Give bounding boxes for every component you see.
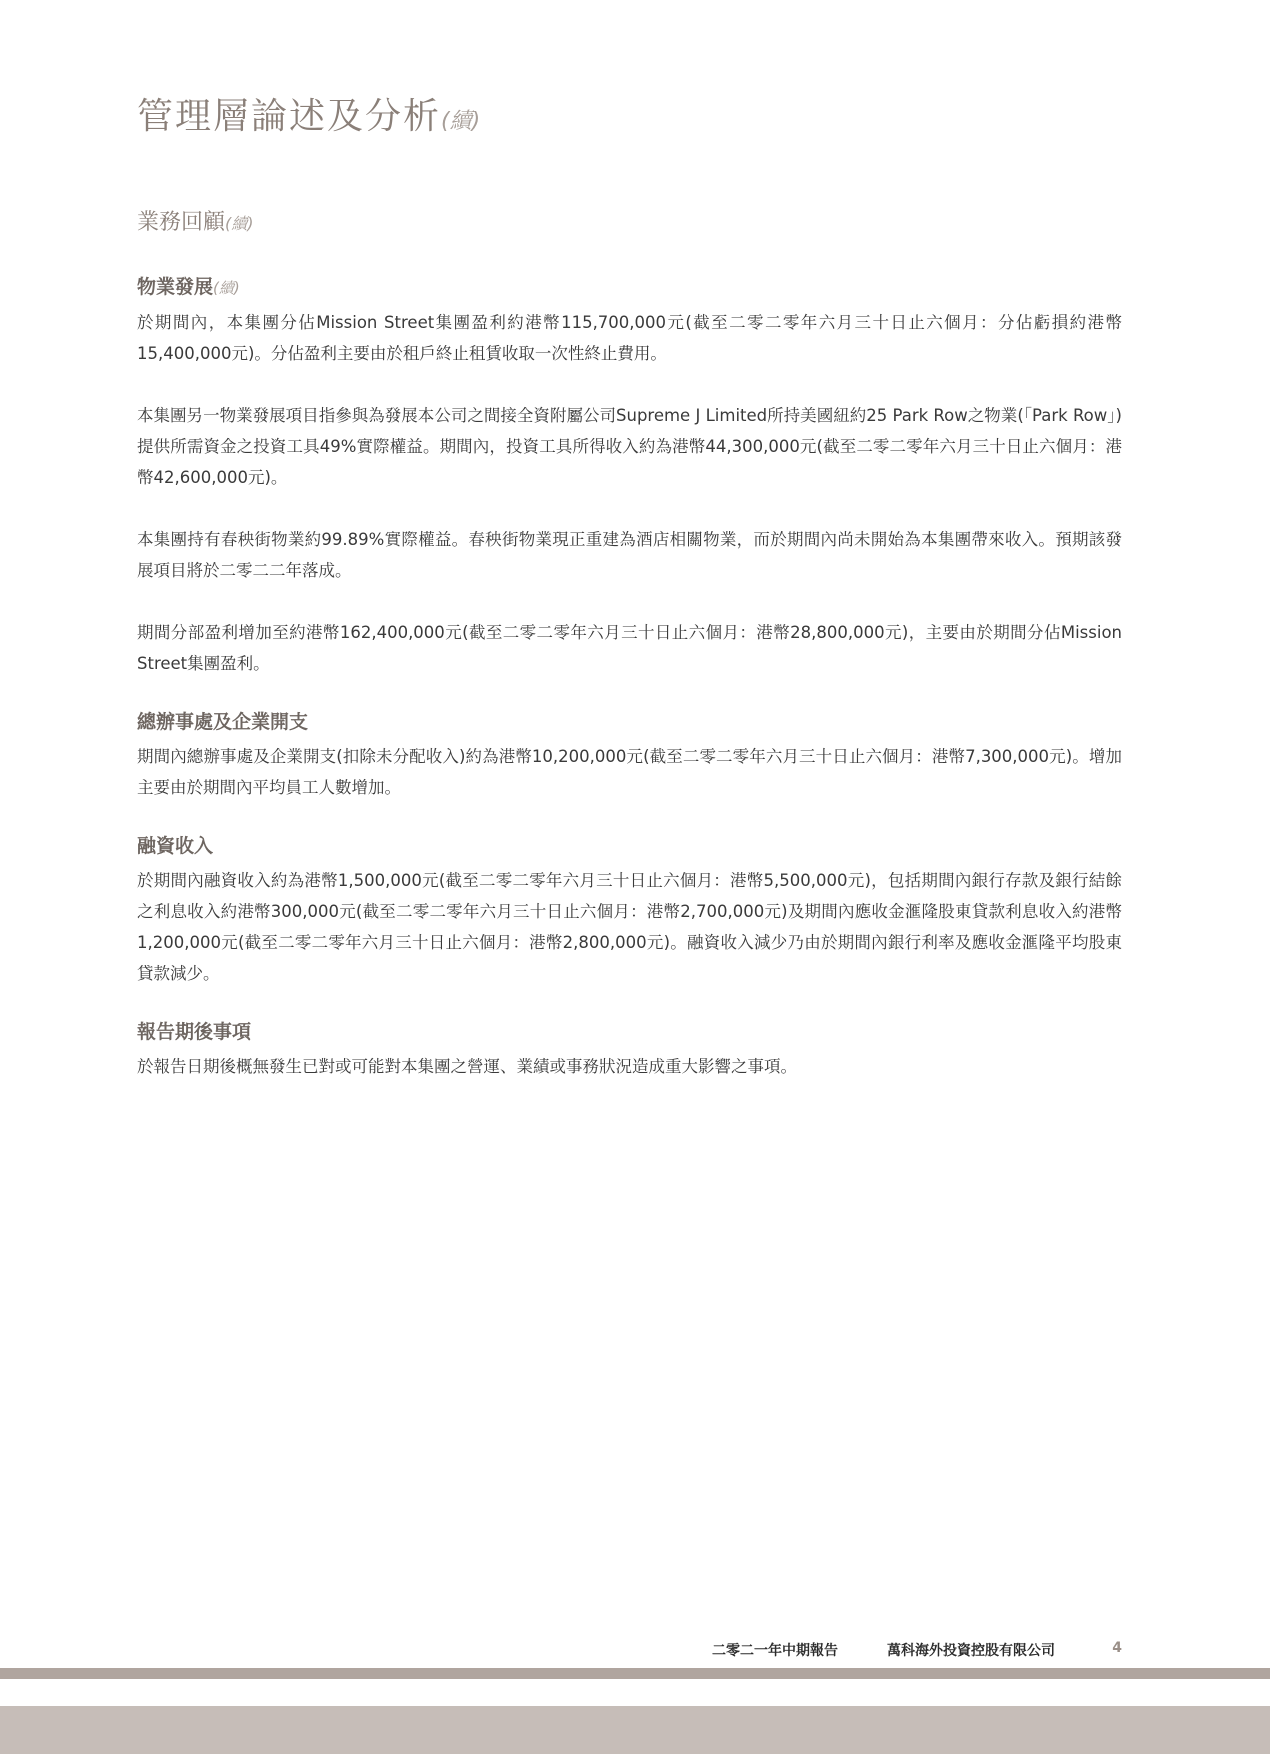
property-development-heading-continued: (續)	[213, 279, 240, 297]
footer-company-name: 萬科海外投資控股有限公司	[887, 1643, 1055, 1659]
footer-band-light	[0, 1706, 1270, 1754]
footer-page-number: 4	[1112, 1640, 1122, 1656]
section-title-text: 業務回顧	[137, 210, 226, 235]
page-title-continued: (續)	[441, 109, 481, 134]
page-title	[137, 88, 480, 139]
main-content	[137, 274, 1122, 1082]
property-development-paragraph-2: 本集團另一物業發展項目指參與為發展本公司之間接全資附屬公司Supreme J Limited所持美國紐約25 Park Row之物業(「Park Row」)提供所需資金之投資工具49%實際權益。期間內，投資工具所得收入約為港幣44,300,000元(截至二零二零年六月三十日止六個月：港幣42,600,000元)。	[137, 406, 1122, 487]
footer-report-name: 二零二一年中期報告	[712, 1643, 838, 1659]
finance-income-heading: 融資收入	[137, 835, 214, 857]
page-title-text: 管理層論述及分析	[137, 96, 442, 137]
section-title-continued: (續)	[225, 214, 254, 233]
property-development-heading-text: 物業發展	[137, 276, 214, 298]
finance-income-paragraph: 於期間內融資收入約為港幣1,500,000元(截至二零二零年六月三十日止六個月：港幣5,500,000元)，包括期間內銀行存款及銀行結餘之利息收入約港幣300,000元(截至二零二零年六月三十日止六個月：港幣2,700,000元)及期間內應收金滙隆股東貸款利息收入約港幣1,200,000元(截至二零二零年六月三十日止六個月：港幣2,800,000元)。融資收入減少乃由於期間內銀行利率及應收金滙隆平均股東貸款減少。	[137, 871, 1122, 983]
property-development-paragraph-4: 期間分部盈利增加至約港幣162,400,000元(截至二零二零年六月三十日止六個月：港幣28,800,000元)，主要由於期間分佔Mission Street集團盈利。	[137, 623, 1122, 673]
page-footer	[0, 1640, 1270, 1662]
subsequent-events-paragraph: 於報告日期後概無發生已對或可能對本集團之營運、業績或事務狀況造成重大影響之事項。	[137, 1057, 797, 1076]
footer-band-dark	[0, 1668, 1270, 1679]
head-office-paragraph: 期間內總辦事處及企業開支(扣除未分配收入)約為港幣10,200,000元(截至二零二零年六月三十日止六個月：港幣7,300,000元)。增加主要由於期間內平均員工人數增加。	[137, 747, 1122, 797]
property-development-paragraph-3: 本集團持有春秧街物業約99.89%實際權益。春秧街物業現正重建為酒店相關物業，而於期間內尚未開始為本集團帶來收入。預期該發展項目將於二零二二年落成。	[137, 530, 1122, 580]
head-office-heading: 總辦事處及企業開支	[137, 711, 309, 733]
property-development-paragraph-1: 於期間內，本集團分佔Mission Street集團盈利約港幣115,700,000元(截至二零二零年六月三十日止六個月：分佔虧損約港幣15,400,000元)。分佔盈利主要由於租戶終止租賃收取一次性終止費用。	[137, 313, 1122, 363]
subsequent-events-heading: 報告期後事項	[137, 1021, 252, 1043]
property-development-heading	[137, 274, 1122, 301]
section-title	[137, 205, 254, 236]
